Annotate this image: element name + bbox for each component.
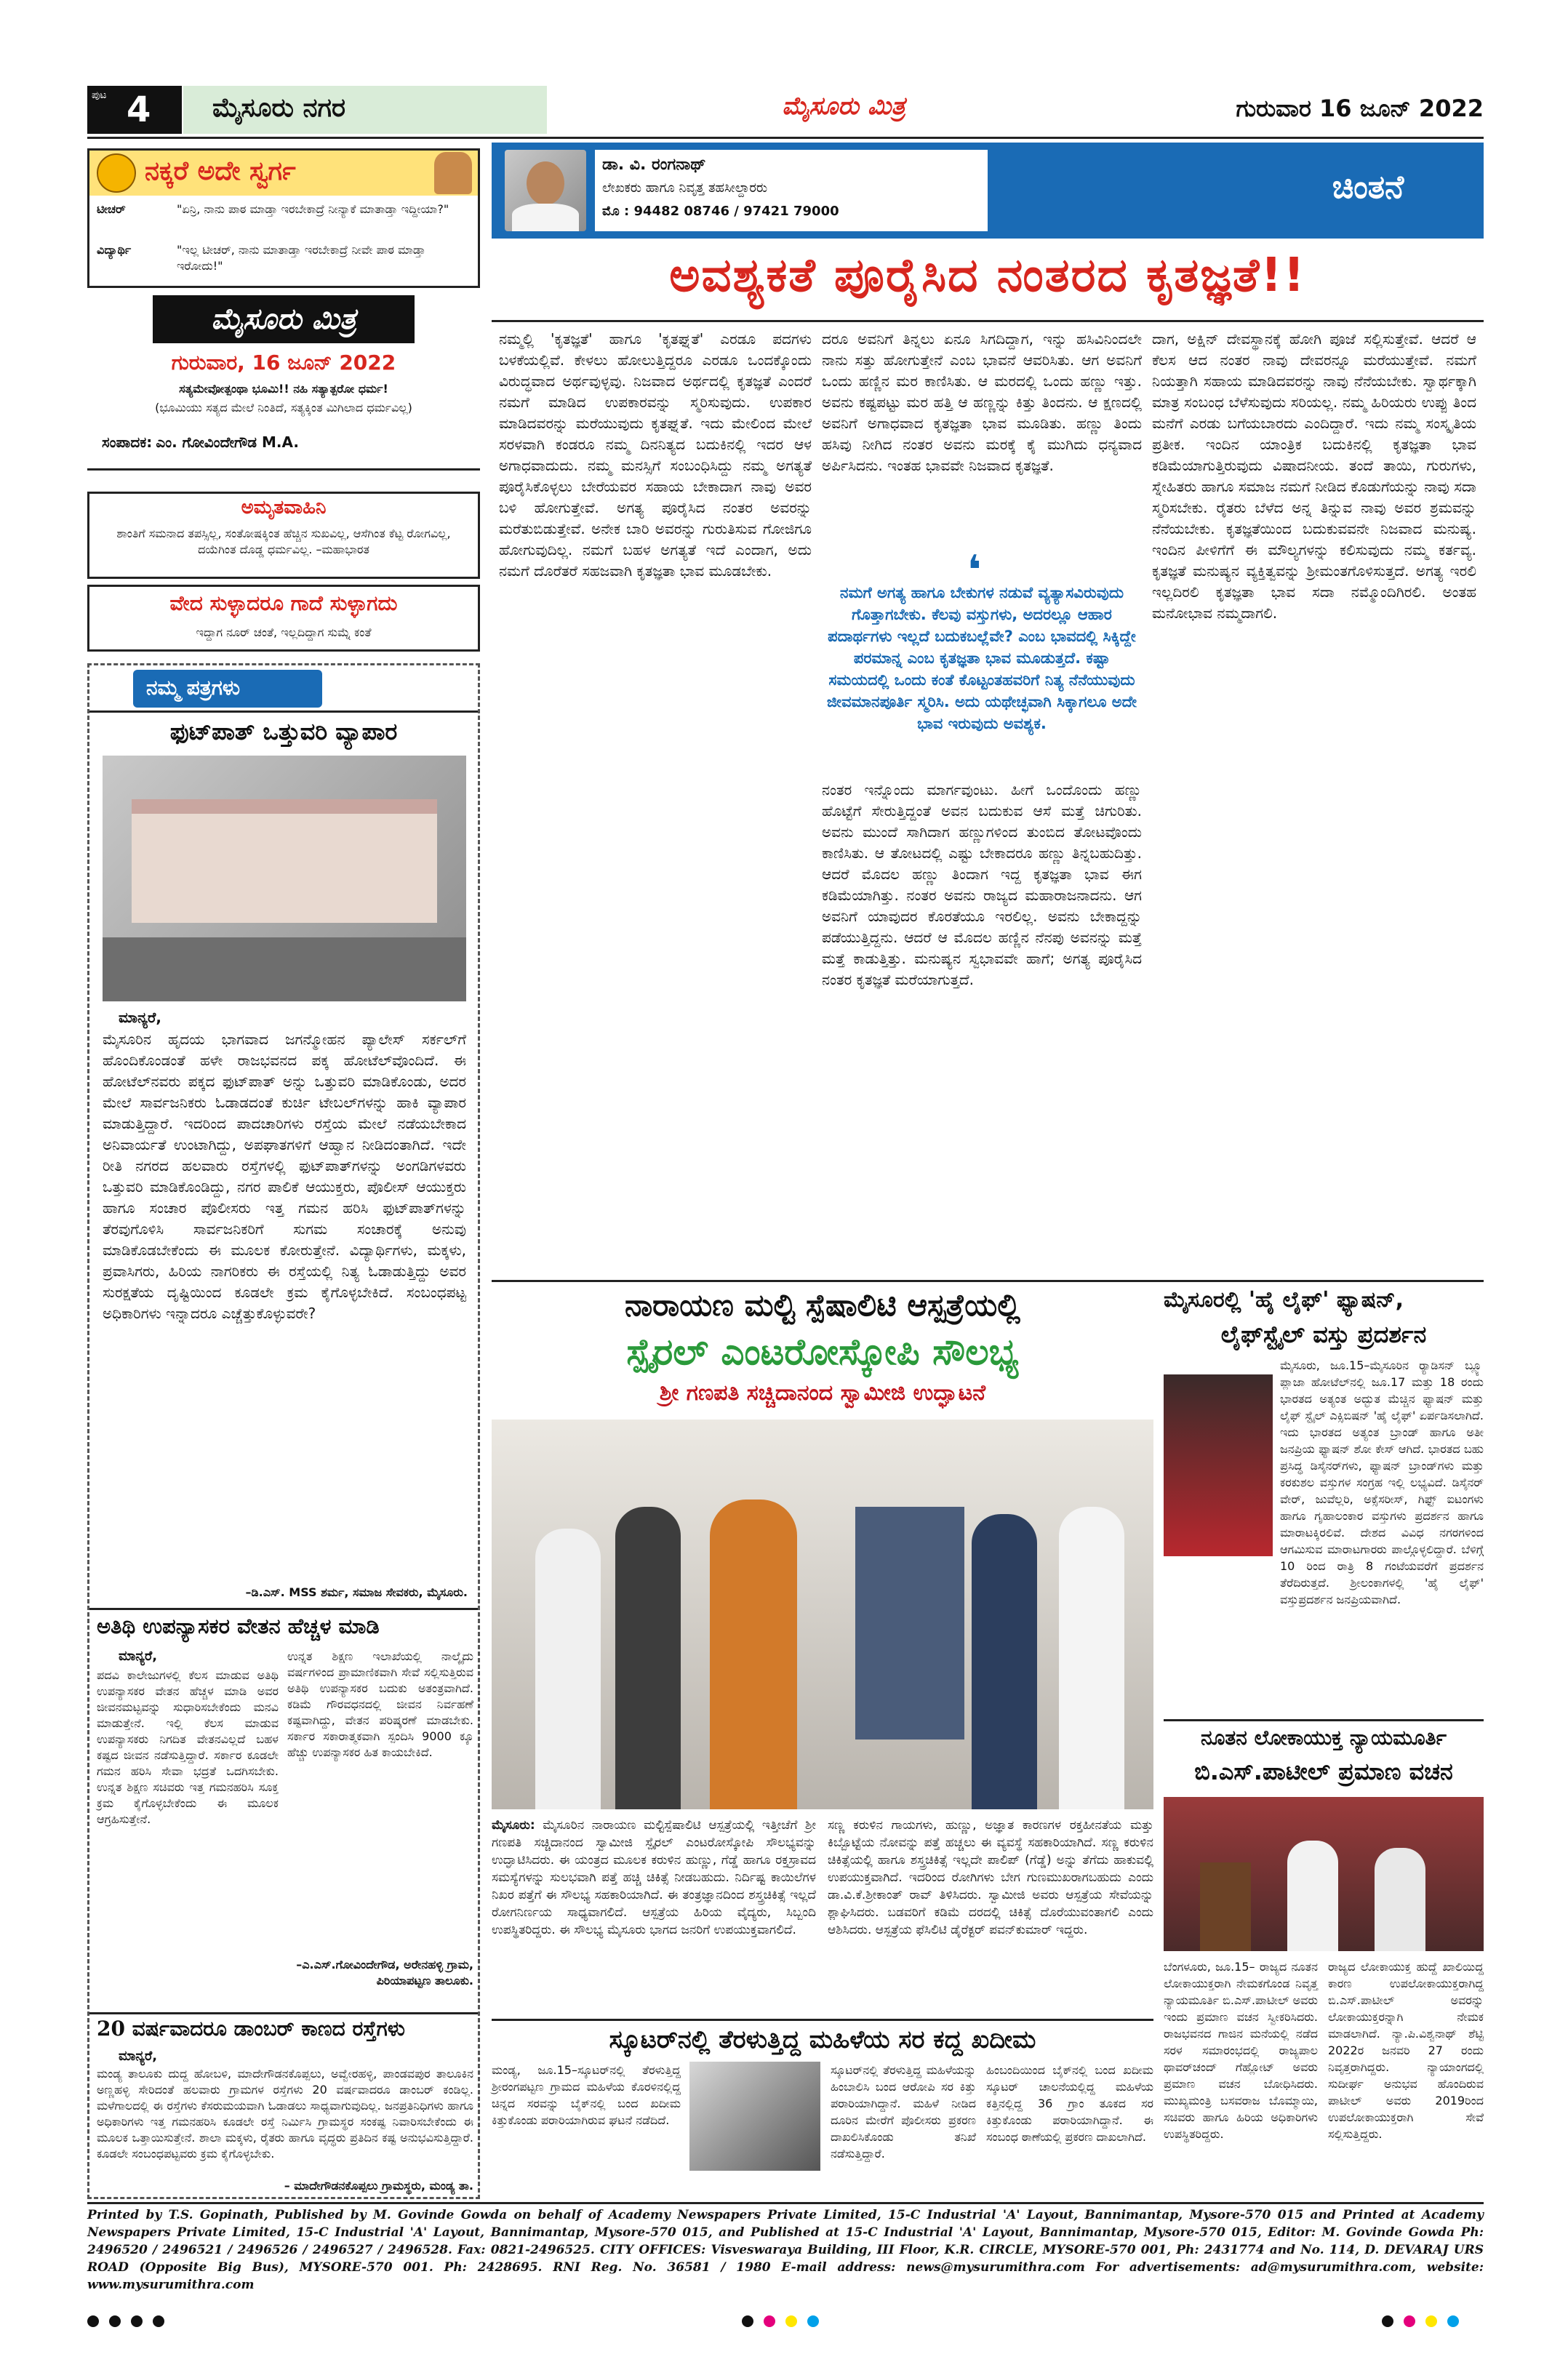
amruta-box: [87, 492, 480, 579]
page-number-box: [87, 86, 182, 134]
letter-2-title: ಅತಿಥಿ ಉಪನ್ಯಾಸಕರ ವೇತನ ಹೆಚ್ಚಳ ಮಾಡಿ: [97, 1614, 380, 1638]
cartoon-figure-icon: [434, 152, 472, 194]
editor-line: [102, 433, 465, 451]
officer-shape: [1375, 1848, 1425, 1951]
humor-text-2: "ಇಲ್ಲ ಟೀಚರ್, ನಾನು ಮಾತಾಡ್ತಾ ಇರಬೇಕಾದ್ರೆ ನೀವೇ ಪಾಠ ಮಾಡ್ತಾ ಇರೋದು!": [177, 243, 426, 273]
masthead-date: ಗುರುವಾರ 16 ಜೂನ್ 2022: [1236, 95, 1484, 122]
hospital-headline-1: ನಾರಾಯಣ ಮಲ್ಟಿ ಸ್ಪೆಷಾಲಿಟಿ ಆಸ್ಪತ್ರೆಯಲ್ಲಿ: [624, 1287, 1021, 1323]
letter-3-body: ಮಂಡ್ಯ ತಾಲೂಕು ದುದ್ದ ಹೋಬಳಿ, ಮಾದೇಗೌಡನಕೊಪ್ಪಲು, ಅವ್ವೇರಹಳ್ಳಿ, ಪಾಂಡವಪುರ ತಾಲೂಕಿನ ಅಣ್ಣಹಳ್ಳಿ ಸೇರಿದಂತೆ ಹಲವಾರು ಗ್ರಾಮಗಳ ರಸ್ತೆಗಳು 20 ವರ್ಷವಾದರೂ ಡಾಂಬರ್ ಕಂಡಿಲ್ಲ. ಮಳೆಗಾಲದಲ್ಲಿ ಈ ರಸ್ತೆಗಳು ಕೆಸರುಮಯವಾಗಿ ಓಡಾಡಲು ಸಾಧ್ಯವಾಗುವುದಿಲ್ಲ. ಜನಪ್ರತಿನಿಧಿಗಳು ಹಾಗೂ ಅಧಿಕಾರಿಗಳು ಇತ್ತ ಗಮನಹರಿಸಿ ಕೂಡಲೇ ರಸ್ತೆ ನಿರ್ಮಿಸಿ ಗ್ರಾಮಸ್ಥರ ಸಂಕಷ್ಟ ನಿವಾರಿಸಬೇಕೆಂದು ಈ ಮೂಲಕ ಒತ್ತಾಯಿಸುತ್ತೇನೆ. ಶಾಲಾ ಮಕ್ಕಳು, ರೈತರು ಹಾಗೂ ವೃದ್ಧರು ಪ್ರತಿದಿನ ಕಷ್ಟ ಅನುಭವಿಸುತ್ತಿದ್ದಾರೆ. ಕೂಡಲೇ ಸಂಬಂಧಪಟ್ಟವರು ಕ್ರಮ ಕೈಗೊಳ್ಳಬೇಕು.: [97, 2067, 473, 2161]
imprint-motto: ಸತ್ಯಮೇವೋತ್ಪಂಥಾ ಭೂಮಿ!! ನಹಿ ಸತ್ಯಾತ್ಪರೋ ಧರ್ಮ!: [179, 382, 388, 396]
amruta-title: ಅಮೃತವಾಹಿನಿ: [241, 497, 327, 519]
chintane-column-1: ನಮ್ಮಲ್ಲಿ 'ಕೃತಜ್ಞತೆ' ಹಾಗೂ 'ಕೃತಘ್ನತೆ' ಎರಡೂ ಪದಗಳು ಬಳಕೆಯಲ್ಲಿವೆ. ಕೇಳಲು ಹೋಲುತ್ತಿದ್ದರೂ ಎರಡೂ ಒಂದಕ್ಕೊಂದು ವಿರುದ್ಧವಾದ ಅರ್ಥವುಳ್ಳವು. ನಿಜವಾದ ಅರ್ಥದಲ್ಲಿ ಕೃತಜ್ಞತೆ ಎಂದರೆ ನಮಗೆ ಮಾಡಿದ ಉಪಕಾರವನ್ನು ಸ್ಮರಿಸುವುದು. ಉಪಕಾರ ಮಾಡಿದವರನ್ನು ಮರೆಯುವುದು ಕೃತಘ್ನತೆ. ಇದು ಮೇಲಿಂದ ಮೇಲೆ ಸರಳವಾಗಿ ಕಂಡರೂ ನಮ್ಮ ದಿನನಿತ್ಯದ ಬದುಕಿನಲ್ಲಿ ಇದರ ಆಳ ಅಗಾಧವಾದುದು. ನಮ್ಮ ಮನಸ್ಸಿಗೆ ಸಂಬಂಧಿಸಿದ್ದು ನಮ್ಮ ಅಗತ್ಯತೆ ಪೂರೈಸಿಕೊಳ್ಳಲು ಬೇರೆಯವರ ಸಹಾಯ ಬೇಕಾದಾಗ ನಾವು ಅವರ ಬಳಿ ಹೋಗುತ್ತೇವೆ. ಅಗತ್ಯ ಪೂರೈಸಿದ ನಂತರ ಅವರನ್ನು ಮರೆತುಬಿಡುತ್ತೇವೆ. ಅನೇಕ ಬಾರಿ ಅವರನ್ನು ಗುರುತಿಸುವ ಗೋಜಿಗೂ ಹೋಗುವುದಿಲ್ಲ. ನಮಗೆ ಬಹಳ ಅಗತ್ಯತೆ ಇದೆ ಎಂದಾಗ, ಅದು ನಮಗೆ ದೊರೆತರೆ ಸಹಜವಾಗಿ ಕೃತಜ್ಞತಾ ಭಾವ ಮೂಡಬೇಕು.: [499, 330, 812, 580]
fashion-headline-1: ಮೈಸೂರಲ್ಲಿ 'ಹೈ ಲೈಫ್' ಫ್ಯಾಷನ್,: [1164, 1287, 1404, 1313]
cyan-dot-icon: [807, 2315, 819, 2327]
person-shape-4: [1059, 1507, 1124, 1809]
letters-banner-rule: [89, 710, 478, 713]
person-shape-2: [615, 1507, 681, 1809]
letters-banner: [133, 670, 322, 708]
letter-2-rule: [89, 2012, 478, 2014]
yellow-dot-icon: [1425, 2315, 1437, 2327]
humor-header: [89, 151, 478, 196]
proverb-text: ಇದ್ದಾಗ ನೂರ್ ಚಂತೆ, ಇಲ್ಲದಿದ್ದಾಗ ಸುಮ್ನೆ ಕಂತೆ: [196, 625, 372, 639]
imprint-logo-text: ಮೈಸೂರು ಮಿತ್ರ: [211, 303, 356, 336]
person-shape-1: [535, 1529, 601, 1809]
chintane-header: [492, 143, 1484, 239]
person-shape-3: [972, 1514, 1037, 1809]
imprint-date: ಗುರುವಾರ, 16 ಜೂನ್ 2022: [171, 351, 396, 375]
chintane-bottom-rule: [492, 1280, 1484, 1282]
lokayukta-headline-2: ಬಿ.ಎಸ್.ಪಾಟೀಲ್ ಪ್ರಮಾಣ ವಚನ: [1194, 1758, 1453, 1785]
fashion-body: ಮೈಸೂರು, ಜೂ.15–ಮೈಸೂರಿನ ರ‍್ಯಾಡಿಸನ್ ಬ್ಲ್ಯೂ ಪ್ಲಾಜಾ ಹೋಟೆಲ್‌ನಲ್ಲಿ ಜೂ.17 ಮತ್ತು 18 ರಂದು ಭಾರತದ ಅತ್ಯಂತ ಅದ್ಭುತ ಮೆಚ್ಚಿನ ಫ್ಯಾಷನ್ ಮತ್ತು ಲೈಫ್ ಸ್ಟೈಲ್ ಎಕ್ಸಿಬಿಷನ್ 'ಹೈ ಲೈಫ್' ಏರ್ಪಡಿಸಲಾಗಿದೆ. ಇದು ಭಾರತದ ಅತ್ಯಂತ ಬ್ರಾಂಡ್ ಹಾಗೂ ಅತೀ ಜನಪ್ರಿಯ ಫ್ಯಾಷನ್ ಶೋ ಕೇಸ್ ಆಗಿದೆ. ಭಾರತದ ಬಹು ಪ್ರಸಿದ್ಧ ಡಿಸೈನರ್‌ಗಳು, ಫ್ಯಾಷನ್ ಬ್ರಾಂಡ್‌ಗಳು ಮತ್ತು ಕರಕುಶಲ ವಸ್ತುಗಳ ಸಂಗ್ರಹ ಇಲ್ಲಿ ಲಭ್ಯವಿದೆ. ಡಿಸೈನರ್ ವೇರ್, ಜುವೆಲ್ಲರಿ, ಅಕ್ಸೆಸರೀಸ್, ಗಿಫ್ಟ್ ಐಟಂಗಳು ಹಾಗೂ ಗೃಹಾಲಂಕಾರ ವಸ್ತುಗಳು ಪ್ರದರ್ಶನ ಹಾಗೂ ಮಾರಾಟಕ್ಕಿರಲಿವೆ. ದೇಶದ ವಿವಿಧ ನಗರಗಳಿಂದ ಆಗಮಿಸುವ ಮಾರಾಟಗಾರರು ಪಾಲ್ಗೊಳ್ಳಲಿದ್ದಾರೆ. ಬೆಳಿಗ್ಗೆ 10 ರಿಂದ ರಾತ್ರಿ 8 ಗಂಟೆಯವರೆಗೆ ಪ್ರದರ್ಶನ ತೆರೆದಿರುತ್ತದೆ. ಶ್ರೀಲಂಕಾಗಳಲ್ಲಿ 'ಹೈ ಲೈಫ್' ವಸ್ತುಪ್ರದರ್ಶನ ಜನಪ್ರಿಯವಾಗಿದೆ.: [1280, 1358, 1484, 1606]
chintane-headline-box: [492, 244, 1484, 319]
editor-name: ಎಂ. ಗೋವಿಂದೇಗೌಡ M.A.: [156, 433, 299, 451]
chintane-headline-rule: [492, 320, 1484, 322]
chintane-column-3: ದಾಗ, ಅಕ್ಷಿನ್ ದೇವಸ್ಥಾನಕ್ಕೆ ಹೋಗಿ ಪೂಜೆ ಸಲ್ಲಿಸುತ್ತೇವೆ. ಆದರೆ ಆ ಕೆಲಸ ಆದ ನಂತರ ನಾವು ದೇವರನ್ನೂ ಮರೆಯುತ್ತೇವೆ. ನಮಗೆ ನಿಯತ್ತಾಗಿ ಸಹಾಯ ಮಾಡಿದವರನ್ನು ನಾವು ನೆನೆಯಬೇಕು. ಸ್ವಾರ್ಥಕ್ಕಾಗಿ ಮಾತ್ರ ಸಂಬಂಧ ಬೆಳೆಸುವುದು ಸರಿಯಲ್ಲ. ನಮ್ಮ ಹಿರಿಯರು ಉಪ್ಪು ತಿಂದ ಮನೆಗೆ ಎರಡು ಬಗೆಯಬಾರದು ಎಂದಿದ್ದಾರೆ. ಇದು ನಮ್ಮ ಸಂಸ್ಕೃತಿಯ ಪ್ರತೀಕ. ಇಂದಿನ ಯಾಂತ್ರಿಕ ಬದುಕಿನಲ್ಲಿ ಕೃತಜ್ಞತಾ ಭಾವ ಕಡಿಮೆಯಾಗುತ್ತಿರುವುದು ವಿಷಾದನೀಯ. ತಂದೆ ತಾಯಿ, ಗುರುಗಳು, ಸ್ನೇಹಿತರು ಹಾಗೂ ಸಮಾಜ ನಮಗೆ ನೀಡಿದ ಕೊಡುಗೆಯನ್ನು ನಾವು ಸದಾ ಸ್ಮರಿಸಬೇಕು. ರೈತರು ಬೆಳೆದ ಅನ್ನ ತಿನ್ನುವ ನಾವು ಅವರ ಶ್ರಮವನ್ನು ನೆನೆಯಬೇಕು. ಕೃತಜ್ಞತೆಯಿಂದ ಬದುಕುವವನೇ ನಿಜವಾದ ಮನುಷ್ಯ. ಇಂದಿನ ಪೀಳಿಗೆಗೆ ಈ ಮೌಲ್ಯಗಳನ್ನು ಕಲಿಸುವುದು ನಮ್ಮ ಕರ್ತವ್ಯ. ಕೃತಜ್ಞತೆ ಮನುಷ್ಯನ ವ್ಯಕ್ತಿತ್ವವನ್ನು ಶ್ರೀಮಂತಗೊಳಿಸುತ್ತದೆ. ಅಗತ್ಯ ಇರಲಿ ಇಲ್ಲದಿರಲಿ ಕೃತಜ್ಞತಾ ಭಾವ ಸದಾ ನಮ್ಮೊಂದಿಗಿರಲಿ. ಅಂತಹ ಮನೋಭಾವ ನಮ್ಮದಾಗಲಿ.: [1152, 330, 1476, 622]
humor-speaker-2: ವಿದ್ಯಾರ್ಥಿ: [97, 243, 132, 257]
author-phone: ಮೊ : 94482 08746 / 97421 79000: [602, 204, 839, 219]
letter-1-rule: [89, 1608, 478, 1610]
governor-shape: [1287, 1841, 1338, 1951]
podium-shape: [1200, 1862, 1251, 1951]
section-bar: [183, 86, 547, 134]
paper-name: ಮೈಸೂರು ಮಿತ್ರ: [782, 92, 905, 121]
cyan-dot-icon: [1447, 2315, 1459, 2327]
oath-ceremony-photo: [1164, 1797, 1484, 1951]
letter-1-salutation: ಮಾನ್ಯರೆ,: [119, 1009, 161, 1026]
building-shape: [132, 799, 437, 923]
imprint-logo: [153, 295, 415, 343]
scooter-col-2: ಸ್ಕೂಟರ್‌ನಲ್ಲಿ ತೆರಳುತ್ತಿದ್ದ ಮಹಿಳೆಯನ್ನು ಹಿಂಬಾಲಿಸಿ ಬಂದ ಆರೋಪಿ ಸರ ಕಿತ್ತು ಪರಾರಿಯಾಗಿದ್ದಾನೆ. ಮಹಿಳೆ ನೀಡಿದ ದೂರಿನ ಮೇರೆಗೆ ಪೊಲೀಸರು ಪ್ರಕರಣ ದಾಖಲಿಸಿಕೊಂಡು ತನಿಖೆ ನಡೆಸುತ್ತಿದ್ದಾರೆ.: [831, 2063, 976, 2161]
hospital-inauguration-photo: [492, 1420, 1153, 1809]
author-name: ಡಾ. ವಿ. ರಂಗನಾಥ್: [602, 156, 706, 174]
page-number: 4: [127, 89, 151, 130]
registration-marks-right: [1382, 2315, 1484, 2330]
humor-title: ನಕ್ಕರೆ ಅದೇ ಸ್ವರ್ಗ: [145, 156, 296, 186]
page-label: ಪುಟ: [92, 89, 107, 101]
column-title: ಚಿಂತನೆ: [1332, 169, 1404, 206]
author-card: [595, 150, 988, 231]
hospital-story: [492, 1287, 1153, 2014]
black-dot-icon: [131, 2315, 143, 2327]
black-dot-icon: [153, 2315, 164, 2327]
imprint-box: [87, 295, 480, 486]
fashion-model-photo: [1164, 1374, 1273, 1556]
letter-2-signature: –ಎ.ಎಸ್.ಗೋವಿಂದೇಗೌಡ, ಅರೇನಹಳ್ಳಿ ಗ್ರಾಮ, ಪಿರಿಯಾಪಟ್ಟಣ ತಾಲೂಕು.: [296, 1958, 473, 1987]
endoscopy-machine-shape: [855, 1507, 964, 1740]
hospital-headline-2: ಸ್ಪೈರಲ್ ಎಂಟರೋಸ್ಕೋಪಿ ಸೌಲಭ್ಯ: [626, 1331, 1019, 1373]
imprint-motto-translation: (ಭೂಮಿಯು ಸತ್ಯದ ಮೇಲೆ ನಿಂತಿದೆ, ಸತ್ಯಕ್ಕಿಂತ ಮಿಗಿಲಾದ ಧರ್ಮವಿಲ್ಲ): [155, 401, 412, 415]
author-body-shape: [512, 204, 579, 231]
black-dot-icon: [87, 2315, 99, 2327]
letter-1-signature: –ಡಿ.ಎಸ್. MSS ಶರ್ಮ, ಸಮಾಜ ಸೇವಕರು, ಮೈಸೂರು.: [245, 1585, 468, 1599]
magenta-dot-icon: [1404, 2315, 1415, 2327]
chintane-headline: ಅವಶ್ಯಕತೆ ಪೂರೈಸಿದ ನಂತರದ ಕೃತಜ್ಞತೆ!!: [669, 249, 1306, 303]
laughing-face-icon: [97, 153, 136, 193]
letters-banner-text: ನಮ್ಮ ಪತ್ರಗಳು: [146, 676, 240, 700]
author-photo: [505, 150, 586, 231]
humor-speaker-1: ಟೀಚರ್: [97, 202, 126, 216]
magenta-dot-icon: [764, 2315, 775, 2327]
black-dot-icon: [1382, 2315, 1393, 2327]
scooter-col-1: ಮಂಡ್ಯ, ಜೂ.15–ಸ್ಕೂಟರ್‌ನಲ್ಲಿ ತೆರಳುತ್ತಿದ್ದ ಶ್ರೀರಂಗಪಟ್ಟಣ ಗ್ರಾಮದ ಮಹಿಳೆಯ ಕೊರಳಿನಲ್ಲಿದ್ದ ಚಿನ್ನದ ಸರವನ್ನು ಬೈಕ್‌ನಲ್ಲಿ ಬಂದ ಖದೀಮ ಕಿತ್ತುಕೊಂಡು ಪರಾರಿಯಾಗಿರುವ ಘಟನೆ ನಡೆದಿದೆ.: [492, 2063, 681, 2127]
yellow-dot-icon: [785, 2315, 797, 2327]
chintane-column-2-bottom: ನಂತರ ಇನ್ನೊಂದು ಮಾರ್ಗವುಂಟು. ಹೀಗೆ ಒಂದೊಂದು ಹಣ್ಣು ಹೊಟ್ಟೆಗೆ ಸೇರುತ್ತಿದ್ದಂತೆ ಅವನ ಬದುಕುವ ಆಸೆ ಮತ್ತೆ ಚಿಗುರಿತು. ಅವನು ಮುಂದೆ ಸಾಗಿದಾಗ ಹಣ್ಣುಗಳಿಂದ ತುಂಬಿದ ತೋಟವೊಂದು ಕಾಣಿಸಿತು. ಆ ತೋಟದಲ್ಲಿ ಎಷ್ಟು ಬೇಕಾದರೂ ಹಣ್ಣು ತಿನ್ನಬಹುದಿತ್ತು. ಆದರೆ ಮೊದಲ ಹಣ್ಣು ತಿಂದಾಗ ಇದ್ದ ಕೃತಜ್ಞತಾ ಭಾವ ಈಗ ಕಡಿಮೆಯಾಗಿತ್ತು. ನಂತರ ಅವನು ರಾಜ್ಯದ ಮಹಾರಾಜನಾದನು. ಆಗ ಅವನಿಗೆ ಯಾವುದರ ಕೊರತೆಯೂ ಇರಲಿಲ್ಲ. ಅವನು ಬೇಕಾದ್ದನ್ನು ಪಡೆಯುತ್ತಿದ್ದನು. ಆದರೆ ಆ ಮೊದಲ ಹಣ್ಣಿನ ನೆನಪು ಅವನನ್ನು ಮತ್ತೆ ಮತ್ತೆ ಕಾಡುತ್ತಿತ್ತು. ಮನುಷ್ಯನ ಸ್ವಭಾವವೇ ಹಾಗೆ; ಅಗತ್ಯ ಪೂರೈಸಿದ ನಂತರ ಕೃತಜ್ಞತೆ ಮರೆಯಾಗುತ್ತದೆ.: [822, 781, 1142, 988]
letter-3-salutation: ಮಾನ್ಯರೆ,: [119, 2049, 158, 2064]
proverb-title: ವೇದ ಸುಳ್ಳಾದರೂ ಗಾದೆ ಸುಳ್ಳಾಗದು: [169, 591, 398, 615]
masthead: [87, 86, 1484, 134]
black-dot-icon: [109, 2315, 121, 2327]
footer-imprint: Printed by T.S. Gopinath, Published by M. Govinde Gowda on behalf of Academy Newspapers Private Limited, 15-C Industrial 'A' Layout, Bannimantap, Mysore-570 015 and Printed at Academy Newspapers Private Limited, 15-C Industrial 'A' Layout, Bannimantap, Mysore-570 015, and Published at 15-C Industrial 'A' Layout, Bannimantap, Mysore-570 015, Editor: M. Govinde Gowda Ph: 2496520 / 2496521 / 2496526 / 2496527 / 2496528. Fax: 0821-2496525. CITY OFFICES: Visveswaraya Building, III Floor, K.R. CIRCLE, MYSORE-570 001, Ph: 2431774 and No. 114, D. DEVARAJ URS ROAD (Opposite Big Bus), MYSORE-570 001. Ph: 2428695. RNI Reg. No. 36581 / 1980 E-mail address: news@mysurumithra.com For advertisements: ad@mysurumithra.com, website: www.mysurumithra.com: [87, 2208, 1484, 2292]
quote-mark-icon: ❛: [967, 547, 982, 594]
fashion-story: [1164, 1287, 1484, 1716]
author-head-shape: [527, 161, 564, 205]
scooter-theft-illustration: [689, 2062, 820, 2171]
lokayukta-col-1: ಬೆಂಗಳೂರು, ಜೂ.15– ರಾಜ್ಯದ ನೂತನ ಲೋಕಾಯುಕ್ತರಾಗಿ ನೇಮಕಗೊಂಡ ನಿವೃತ್ತ ನ್ಯಾಯಮೂರ್ತಿ ಬಿ.ಎಸ್.ಪಾಟೀಲ್ ಅವರು ಇಂದು ಪ್ರಮಾಣ ವಚನ ಸ್ವೀಕರಿಸಿದರು. ರಾಜಭವನದ ಗಾಜಿನ ಮನೆಯಲ್ಲಿ ನಡೆದ ಸರಳ ಸಮಾರಂಭದಲ್ಲಿ ರಾಜ್ಯಪಾಲ ಥಾವರ್‌ಚಂದ್ ಗೆಹ್ಲೋಟ್ ಅವರು ಪ್ರಮಾಣ ವಚನ ಬೋಧಿಸಿದರು. ಮುಖ್ಯಮಂತ್ರಿ ಬಸವರಾಜ ಬೊಮ್ಮಾಯಿ, ಸಚಿವರು ಹಾಗೂ ಹಿರಿಯ ಅಧಿಕಾರಿಗಳು ಉಪಸ್ಥಿತರಿದ್ದರು.: [1164, 1960, 1319, 2141]
hospital-col-1-text: ಮೈಸೂರಿನ ನಾರಾಯಣ ಮಲ್ಟಿಸ್ಪೆಷಾಲಿಟಿ ಆಸ್ಪತ್ರೆಯಲ್ಲಿ ಇತ್ತೀಚೆಗೆ ಶ್ರೀ ಗಣಪತಿ ಸಚ್ಚಿದಾನಂದ ಸ್ವಾಮೀಜಿ ಸ್ಪೈರಲ್ ಎಂಟರೋಸ್ಕೋಪಿ ಸೌಲಭ್ಯವನ್ನು ಉದ್ಘಾಟಿಸಿದರು. ಈ ಯಂತ್ರದ ಮೂಲಕ ಕರುಳಿನ ಹುಣ್ಣು, ಗೆಡ್ಡೆ ಹಾಗೂ ರಕ್ತಸ್ರಾವದ ಸಮಸ್ಯೆಗಳನ್ನು ಸುಲಭವಾಗಿ ಪತ್ತೆ ಹಚ್ಚಿ ಚಿಕಿತ್ಸೆ ನೀಡಬಹುದು. ನಿರ್ದಿಷ್ಟ ಕಾಯಿಲೆಗಳ ನಿಖರ ಪತ್ತೆಗೆ ಈ ಸೌಲಭ್ಯ ಸಹಕಾರಿಯಾಗಿದೆ. ಈ ತಂತ್ರಜ್ಞಾನದಿಂದ ಶಸ್ತ್ರಚಿಕಿತ್ಸೆ ಇಲ್ಲದೆ ರೋಗನಿರ್ಣಯ ಸಾಧ್ಯವಾಗಲಿದೆ. ಆಸ್ಪತ್ರೆಯ ಹಿರಿಯ ವೈದ್ಯರು, ಸಿಬ್ಬಂದಿ ಉಪಸ್ಥಿತರಿದ್ದರು. ಈ ಸೌಲಭ್ಯ ಮೈಸೂರು ಭಾಗದ ಜನರಿಗೆ ಉಪಯುಕ್ತವಾಗಲಿದೆ.: [492, 1818, 817, 1937]
hospital-dateline: ಮೈಸೂರು:: [492, 1818, 535, 1833]
lokayukta-col-2: ರಾಜ್ಯದ ಲೋಕಾಯುಕ್ತ ಹುದ್ದೆ ಖಾಲಿಯಿದ್ದ ಕಾರಣ ಉಪಲೋಕಾಯುಕ್ತರಾಗಿದ್ದ ಬಿ.ಎಸ್.ಪಾಟೀಲ್ ಅವರನ್ನು ಲೋಕಾಯುಕ್ತರನ್ನಾಗಿ ನೇಮಕ ಮಾಡಲಾಗಿದೆ. ನ್ಯಾ.ಪಿ.ವಿಶ್ವನಾಥ್ ಶೆಟ್ಟಿ 2022ರ ಜನವರಿ 27 ರಂದು ನಿವೃತ್ತರಾಗಿದ್ದರು. ನ್ಯಾಯಾಂಗದಲ್ಲಿ ಸುದೀರ್ಘ ಅನುಭವ ಹೊಂದಿರುವ ಪಾಟೀಲ್ ಅವರು 2019ರಿಂದ ಉಪಲೋಕಾಯುಕ್ತರಾಗಿ ಸೇವೆ ಸಲ್ಲಿಸುತ್ತಿದ್ದರು.: [1328, 1960, 1484, 2141]
road-shape: [103, 937, 466, 1001]
letter-2-body-continued: ಉನ್ನತ ಶಿಕ್ಷಣ ಇಲಾಖೆಯಲ್ಲಿ ನಾಲ್ಕೈದು ವರ್ಷಗಳಿಂದ ಪ್ರಾಮಾಣಿಕವಾಗಿ ಸೇವೆ ಸಲ್ಲಿಸುತ್ತಿರುವ ಅತಿಥಿ ಉಪನ್ಯಾಸಕರ ಬದುಕು ಅತಂತ್ರವಾಗಿದೆ. ಕಡಿಮೆ ಗೌರವಧನದಲ್ಲಿ ಜೀವನ ನಿರ್ವಹಣೆ ಕಷ್ಟವಾಗಿದ್ದು, ವೇತನ ಪರಿಷ್ಕರಣೆ ಮಾಡಬೇಕು. ಸರ್ಕಾರ ಸಕಾರಾತ್ಮಕವಾಗಿ ಸ್ಪಂದಿಸಿ 9000 ಕ್ಕೂ ಹೆಚ್ಚು ಉಪನ್ಯಾಸಕರ ಹಿತ ಕಾಯಬೇಕಿದೆ.: [287, 1649, 473, 1759]
fashion-headline-2: ಲೈಫ್‌ಸ್ಟೈಲ್ ವಸ್ತು ಪ್ರದರ್ಶನ: [1220, 1321, 1427, 1348]
letter-2-body: ಪದವಿ ಕಾಲೇಜುಗಳಲ್ಲಿ ಕೆಲಸ ಮಾಡುವ ಅತಿಥಿ ಉಪನ್ಯಾಸಕರ ವೇತನ ಹೆಚ್ಚಳ ಮಾಡಿ ಅವರ ಜೀವನಮಟ್ಟವನ್ನು ಸುಧಾರಿಸಬೇಕೆಂದು ಮನವಿ ಮಾಡುತ್ತೇನೆ. ಇಲ್ಲಿ ಕೆಲಸ ಮಾಡುವ ಉಪನ್ಯಾಸಕರು ನಿಗದಿತ ವೇತನವಿಲ್ಲದೆ ಬಹಳ ಕಷ್ಟದ ಜೀವನ ನಡೆಸುತ್ತಿದ್ದಾರೆ. ಸರ್ಕಾರ ಕೂಡಲೇ ಗಮನ ಹರಿಸಿ ಸೇವಾ ಭದ್ರತೆ ಒದಗಿಸಬೇಕು. ಉನ್ನತ ಶಿಕ್ಷಣ ಸಚಿವರು ಇತ್ತ ಗಮನಹರಿಸಿ ಸೂಕ್ತ ಕ್ರಮ ಕೈಗೊಳ್ಳಬೇಕೆಂದು ಈ ಮೂಲಕ ಆಗ್ರಹಿಸುತ್ತೇನೆ.: [97, 1668, 279, 1826]
humor-box: [87, 148, 480, 288]
letters-column: [87, 663, 480, 2199]
footer-rule: [87, 2202, 1484, 2204]
humor-text-1: "ಏನ್ರಿ, ನಾನು ಪಾಠ ಮಾಡ್ತಾ ಇರಬೇಕಾದ್ರೆ ನೀನ್ಯಾಕೆ ಮಾತಾಡ್ತಾ ಇದ್ದೀಯಾ?": [177, 202, 449, 216]
letter-3-title: 20 ವರ್ಷವಾದರೂ ಡಾಂಬರ್ ಕಾಣದ ರಸ್ತೆಗಳು: [97, 2017, 405, 2041]
hospital-col-1: [492, 1817, 816, 2014]
section-title: ಮೈಸೂರು ನಗರ: [212, 93, 346, 123]
editor-label: ಸಂಪಾದಕ:: [102, 433, 153, 451]
scooter-headline: ಸ್ಕೂಟರ್‌ನಲ್ಲಿ ತೆರಳುತ್ತಿದ್ದ ಮಹಿಳೆಯ ಸರ ಕದ್ದ ಖದೀಮ: [609, 2025, 1036, 2054]
swamiji-shape: [710, 1500, 797, 1809]
lokayukta-headline-1: ನೂತನ ಲೋಕಾಯುಕ್ತ ನ್ಯಾಯಮೂರ್ತಿ: [1200, 1726, 1447, 1750]
chintane-column-2-top: ದರೂ ಅವನಿಗೆ ತಿನ್ನಲು ಏನೂ ಸಿಗದಿದ್ದಾಗ, ಇನ್ನು ಹಸಿವಿನಿಂದಲೇ ನಾನು ಸತ್ತು ಹೋಗುತ್ತೇನೆ ಎಂಬ ಭಾವನೆ ಆವರಿಸಿತು. ಆಗ ಅವನಿಗೆ ಒಂದು ಹಣ್ಣಿನ ಮರ ಕಾಣಿಸಿತು. ಆ ಮರದಲ್ಲಿ ಒಂದು ಹಣ್ಣು ಇತ್ತು. ಅವನು ಕಷ್ಟಪಟ್ಟು ಮರ ಹತ್ತಿ ಆ ಹಣ್ಣನ್ನು ಕಿತ್ತು ತಿಂದನು. ಆ ಕ್ಷಣದಲ್ಲಿ ಅವನಿಗೆ ಅಗಾಧವಾದ ಕೃತಜ್ಞತಾ ಭಾವ ಮೂಡಿತು. ಹಣ್ಣು ತಿಂದು ಹಸಿವು ನೀಗಿದ ನಂತರ ಅವನು ಮರಕ್ಕೆ ಕೈ ಮುಗಿದು ಧನ್ಯವಾದ ಅರ್ಪಿಸಿದನು. ಇಂತಹ ಭಾವವೇ ನಿಜವಾದ ಕೃತಜ್ಞತೆ.: [822, 330, 1142, 474]
scooter-story: [492, 2019, 1153, 2198]
imprint-rule: [87, 468, 480, 471]
registration-marks-left: [87, 2315, 189, 2330]
amruta-text: ಶಾಂತಿಗೆ ಸಮನಾದ ತಪಸ್ಸಿಲ್ಲ, ಸಂತೋಷಕ್ಕಿಂತ ಹೆಚ್ಚಿನ ಸುಖವಿಲ್ಲ, ಆಸೆಗಿಂತ ಕೆಟ್ಟ ರೋಗವಿಲ್ಲ, ದಯೆಗಿಂತ ದೊಡ್ಡ ಧರ್ಮವಿಲ್ಲ. –ಮಹಾಭಾರತ: [116, 527, 451, 556]
hospital-col-2: ಸಣ್ಣ ಕರುಳಿನ ಗಾಯಗಳು, ಹುಣ್ಣು, ಅಜ್ಞಾತ ಕಾರಣಗಳ ರಕ್ತಹೀನತೆಯ ಮತ್ತು ಕಿಬ್ಬೊಟ್ಟೆಯ ನೋವನ್ನು ಪತ್ತೆ ಹಚ್ಚಲು ಈ ವ್ಯವಸ್ಥೆ ಸಹಕಾರಿಯಾಗಿದೆ. ಸಣ್ಣ ಕರುಳಿನ ಚಿಕಿತ್ಸೆಯಲ್ಲಿ ಹಾಗೂ ಶಸ್ತ್ರಚಿಕಿತ್ಸೆ ಇಲ್ಲದೇ ಪಾಲಿಪ್ (ಗೆಡ್ಡೆ) ಅನ್ನು ತೆಗೆದು ಹಾಕುವಲ್ಲಿ ಉಪಯುಕ್ತವಾಗಿದೆ. ಇದರಿಂದ ರೋಗಿಗಳು ಬೇಗ ಗುಣಮುಖರಾಗಬಹುದು ಎಂದು ಡಾ.ವಿ.ಕೆ.ಶ್ರೀಕಾಂತ್ ರಾವ್ ತಿಳಿಸಿದರು. ಸ್ವಾಮೀಜಿ ಅವರು ಆಸ್ಪತ್ರೆಯ ಸೇವೆಯನ್ನು ಶ್ಲಾಘಿಸಿದರು. ಬಡವರಿಗೆ ಕಡಿಮೆ ದರದಲ್ಲಿ ಚಿಕಿತ್ಸೆ ದೊರೆಯುವಂತಾಗಲಿ ಎಂದು ಆಶಿಸಿದರು. ಆಸ್ಪತ್ರೆಯ ಫೆಸಿಲಿಟಿ ಡೈರೆಕ್ಟರ್ ಪವನ್‌ಕುಮಾರ್ ಇದ್ದರು.: [828, 1818, 1153, 1937]
proverb-box: [87, 585, 480, 652]
footpath-photo: [103, 756, 466, 1001]
letter-3-signature: – ಮಾದೇಗೌಡನಕೊಪ್ಪಲು ಗ್ರಾಮಸ್ಥರು, ಮಂಡ್ಯ ತಾ.: [284, 2179, 473, 2193]
letter-1-body: ಮೈಸೂರಿನ ಹೃದಯ ಭಾಗವಾದ ಜಗನ್ಮೋಹನ ಪ್ಯಾಲೇಸ್ ಸರ್ಕಲ್‌ಗೆ ಹೊಂದಿಕೊಂಡಂತೆ ಹಳೇ ರಾಜಭವನದ ಪಕ್ಕ ಹೋಟೆಲ್‌ವೊಂದಿದೆ. ಈ ಹೋಟೆಲ್‌ನವರು ಪಕ್ಕದ ಫುಟ್‌ಪಾತ್ ಅನ್ನು ಒತ್ತುವರಿ ಮಾಡಿಕೊಂಡು, ಅದರ ಮೇಲೆ ಸಾರ್ವಜನಿಕರು ಓಡಾಡದಂತೆ ಕುರ್ಚಿ ಟೇಬಲ್‌ಗಳನ್ನು ಹಾಕಿ ವ್ಯಾಪಾರ ಮಾಡುತ್ತಿದ್ದಾರೆ. ಇದರಿಂದ ಪಾದಚಾರಿಗಳು ರಸ್ತೆಯ ಮೇಲೆ ನಡೆಯಬೇಕಾದ ಅನಿವಾರ್ಯತೆ ಉಂಟಾಗಿದ್ದು, ಅಪಘಾತಗಳಿಗೆ ಆಹ್ವಾನ ನೀಡಿದಂತಾಗಿದೆ. ಇದೇ ರೀತಿ ನಗರದ ಹಲವಾರು ರಸ್ತೆಗಳಲ್ಲಿ ಫುಟ್‌ಪಾತ್‌ಗಳನ್ನು ಅಂಗಡಿಗಳವರು ಒತ್ತುವರಿ ಮಾಡಿಕೊಂಡಿದ್ದು, ನಗರ ಪಾಲಿಕೆ ಆಯುಕ್ತರು, ಪೊಲೀಸ್ ಆಯುಕ್ತರು ಹಾಗೂ ಸಂಚಾರ ಪೊಲೀಸರು ಇತ್ತ ಗಮನ ಹರಿಸಿ ಫುಟ್‌ಪಾತ್‌ಗಳನ್ನು ತೆರವುಗೊಳಿಸಿ ಸಾರ್ವಜನಿಕರಿಗೆ ಸುಗಮ ಸಂಚಾರಕ್ಕೆ ಅನುವು ಮಾಡಿಕೊಡಬೇಕೆಂದು ಈ ಮೂಲಕ ಕೋರುತ್ತೇನೆ. ವಿದ್ಯಾರ್ಥಿಗಳು, ಮಕ್ಕಳು, ಪ್ರವಾಸಿಗರು, ಹಿರಿಯ ನಾಗರಿಕರು ಈ ರಸ್ತೆಯಲ್ಲಿ ನಿತ್ಯ ಓಡಾಡುತ್ತಿದ್ದು ಅವರ ಸುರಕ್ಷತೆಯ ದೃಷ್ಟಿಯಿಂದ ಕೂಡಲೇ ಕ್ರಮ ಕೈಗೊಳ್ಳಬೇಕಿದೆ. ಸಂಬಂಧಪಟ್ಟ ಅಧಿಕಾರಿಗಳು ಇನ್ನಾದರೂ ಎಚ್ಚೆತ್ತುಕೊಳ್ಳುವರೇ?: [103, 1030, 466, 1322]
black-dot-icon: [742, 2315, 753, 2327]
registration-marks-center: [742, 2315, 844, 2330]
lokayukta-story: [1164, 1719, 1484, 2198]
scooter-col-3: ಹಿಂಬಂದಿಯಿಂದ ಬೈಕ್‌ನಲ್ಲಿ ಬಂದ ಖದೀಮ ಸ್ಕೂಟರ್ ಚಾಲನೆಯಲ್ಲಿದ್ದ ಮಹಿಳೆಯ ಕತ್ತಿನಲ್ಲಿದ್ದ 36 ಗ್ರಾಂ ತೂಕದ ಸರ ಕಿತ್ತುಕೊಂಡು ಪರಾರಿಯಾಗಿದ್ದಾನೆ. ಈ ಸಂಬಂಧ ಠಾಣೆಯಲ್ಲಿ ಪ್ರಕರಣ ದಾಖಲಾಗಿದೆ.: [986, 2063, 1153, 2144]
masthead-rule: [87, 137, 1484, 139]
letter-1-title: ಫುಟ್‌ಪಾತ್ ಒತ್ತುವರಿ ವ್ಯಾಪಾರ: [169, 718, 398, 745]
hospital-subhead: ಶ್ರೀ ಗಣಪತಿ ಸಚ್ಚಿದಾನಂದ ಸ್ವಾಮೀಜಿ ಉದ್ಘಾಟನೆ: [659, 1380, 986, 1406]
pull-quote-text: ನಮಗೆ ಅಗತ್ಯ ಹಾಗೂ ಬೇಕುಗಳ ನಡುವೆ ವ್ಯತ್ಯಾಸವಿರುವುದು ಗೊತ್ತಾಗಬೇಕು. ಕೆಲವು ವಸ್ತುಗಳು, ಅದರಲ್ಲೂ ಆಹಾರ ಪದಾರ್ಥಗಳು ಇಲ್ಲದೆ ಬದುಕಬಲ್ಲೆವೇ? ಎಂಬ ಭಾವದಲ್ಲಿ ಸಿಕ್ಕಿದ್ದೇ ಪರಮಾನ್ನ ಎಂಬ ಕೃತಜ್ಞತಾ ಭಾವ ಮೂಡುತ್ತದೆ. ಕಷ್ಟಾ ಸಮಯದಲ್ಲಿ ಒಂದು ಕಂತೆ ಕೊಟ್ಟಂತಹವರಿಗೆ ನಿತ್ಯ ನೆನೆಯುವುದು ಜೀವಮಾನಪೂರ್ತಿ ಸ್ಮರಿಸಿ. ಅದು ಯಥೇಚ್ಛವಾಗಿ ಸಿಕ್ಕಾಗಲೂ ಅದೇ ಭಾವ ಇರುವುದು ಅವಶ್ಯಕ.: [826, 584, 1137, 732]
chintane-pull-quote: [822, 547, 1142, 772]
letter-2-salutation: ಮಾನ್ಯರೆ,: [119, 1649, 158, 1664]
author-role: ಲೇಖಕರು ಹಾಗೂ ನಿವೃತ್ತ ತಹಸೀಲ್ದಾರರು: [602, 180, 768, 196]
